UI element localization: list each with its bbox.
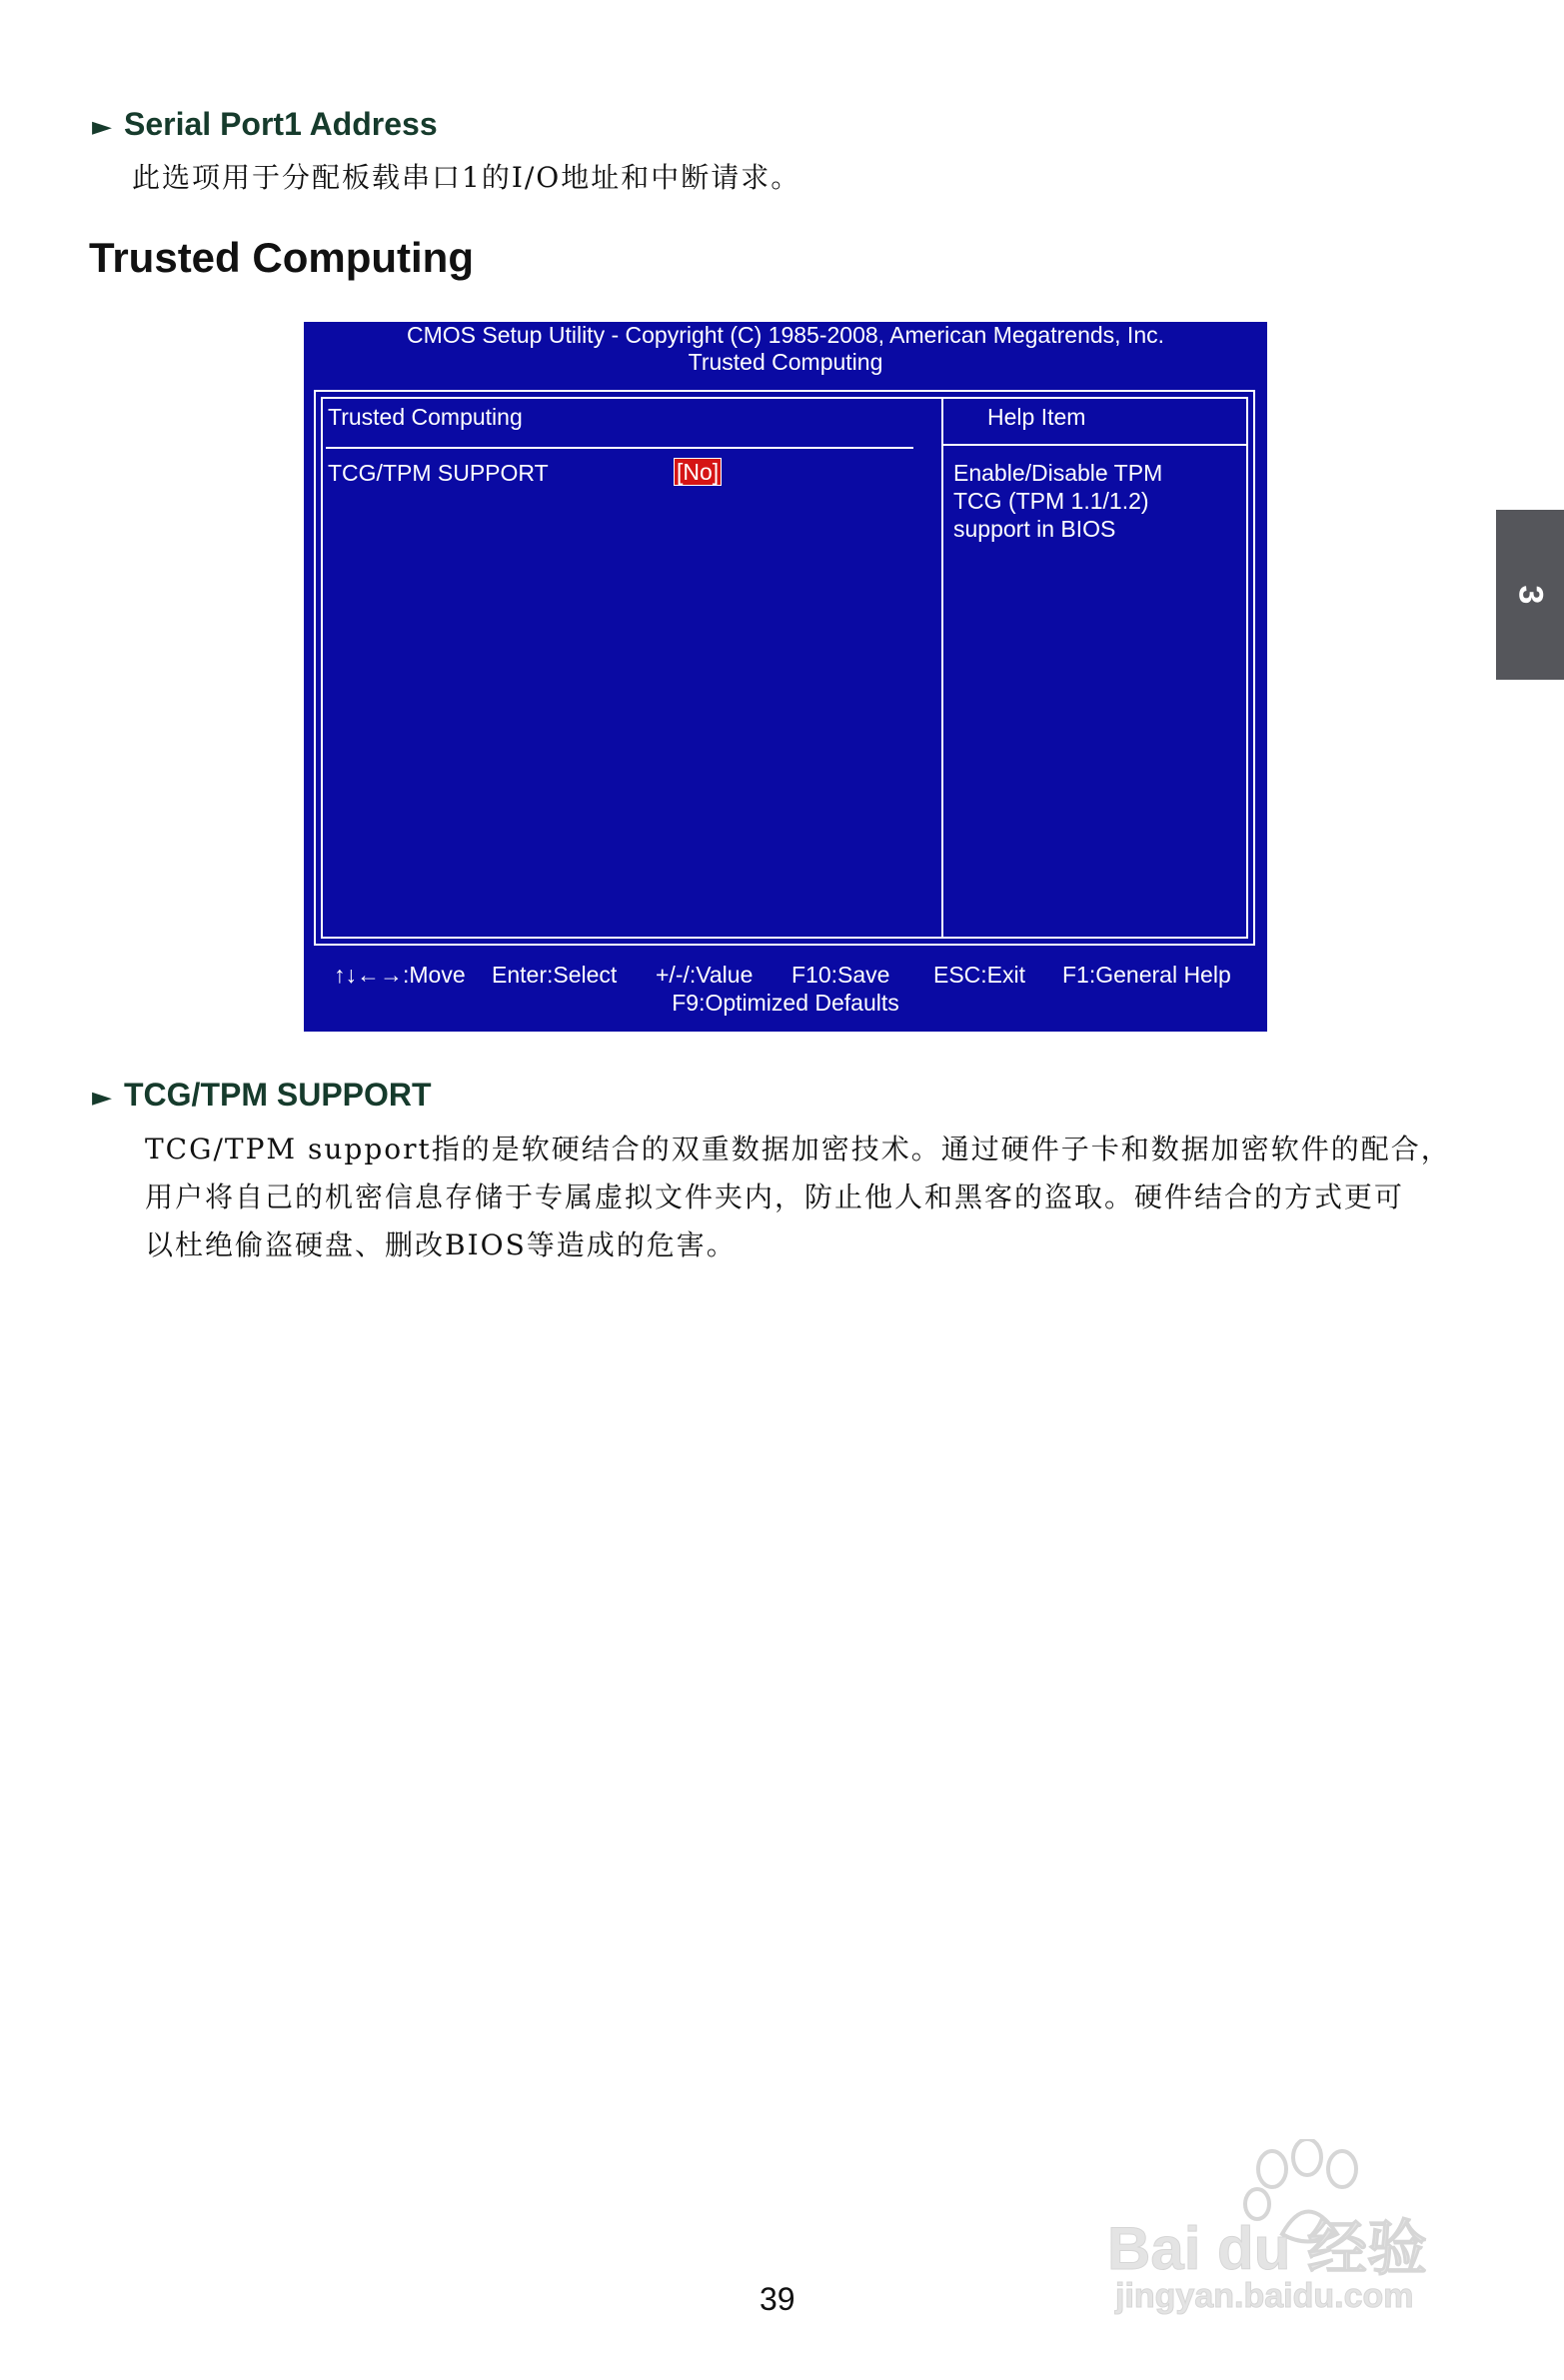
bios-footer-save: F10:Save — [791, 962, 890, 988]
bios-header-line2: Trusted Computing — [688, 349, 883, 375]
chapter-number: 3 — [1511, 585, 1550, 605]
section-title: Trusted Computing — [89, 234, 474, 281]
triangle-bullet-icon: ► — [92, 1083, 112, 1113]
bios-help-line: TCG (TPM 1.1/1.2) — [953, 488, 1149, 514]
bios-help-title: Help Item — [987, 404, 1086, 430]
bios-help-line: Enable/Disable TPM — [953, 460, 1163, 486]
bios-panel-divider — [941, 397, 943, 939]
bios-help-line: support in BIOS — [953, 516, 1116, 542]
bios-footer-select: Enter:Select — [492, 962, 618, 988]
bios-item-tcg-tpm-support[interactable]: TCG/TPM SUPPORT — [328, 460, 549, 486]
page-number: 39 — [760, 2281, 795, 2317]
baidu-watermark — [1107, 2139, 1467, 2319]
tcg-paragraph-line: 以杜绝偷盗硬盘、删改BIOS等造成的危害。 — [145, 1228, 737, 1261]
watermark-url: jingyan.baidu.com — [1115, 2277, 1414, 2315]
bios-footer-move: ↑↓←→:Move — [334, 962, 466, 988]
tcg-paragraph-line: 用户将自己的机密信息存储于专属虚拟文件夹内，防止他人和黑客的盗取。硬件结合的方式更可 — [145, 1181, 1405, 1213]
bios-item-value-box[interactable]: [No] — [674, 458, 722, 486]
bios-screen — [304, 322, 1267, 1032]
serial-port-heading: ► Serial Port1 Address — [92, 106, 438, 142]
bios-footer-defaults: F9:Optimized Defaults — [672, 990, 899, 1016]
bios-left-separator — [326, 447, 913, 449]
bios-footer-help: F1:General Help — [1062, 962, 1231, 988]
bios-footer-exit: ESC:Exit — [933, 962, 1026, 988]
bios-panel-title: Trusted Computing — [328, 404, 523, 430]
serial-port-description: 此选项用于分配板载串口1的I/O地址和中断请求。 — [132, 161, 801, 194]
tcg-paragraph-line: TCG/TPM support指的是软硬结合的双重数据加密技术。通过硬件子卡和数据加密软件的配合， — [145, 1133, 1451, 1166]
tcg-heading: ► TCG/TPM SUPPORT — [92, 1077, 432, 1113]
bios-right-separator — [943, 444, 1248, 446]
triangle-bullet-icon: ► — [92, 112, 112, 142]
chapter-side-tab — [1496, 510, 1564, 680]
bios-footer-value: +/-/:Value — [656, 962, 754, 988]
bios-item-value[interactable] — [674, 459, 722, 486]
watermark-brand: Bai du 经验 — [1107, 2215, 1428, 2282]
bios-header-line1: CMOS Setup Utility - Copyright (C) 1985-2008, American Megatrends, Inc. — [406, 322, 1165, 348]
